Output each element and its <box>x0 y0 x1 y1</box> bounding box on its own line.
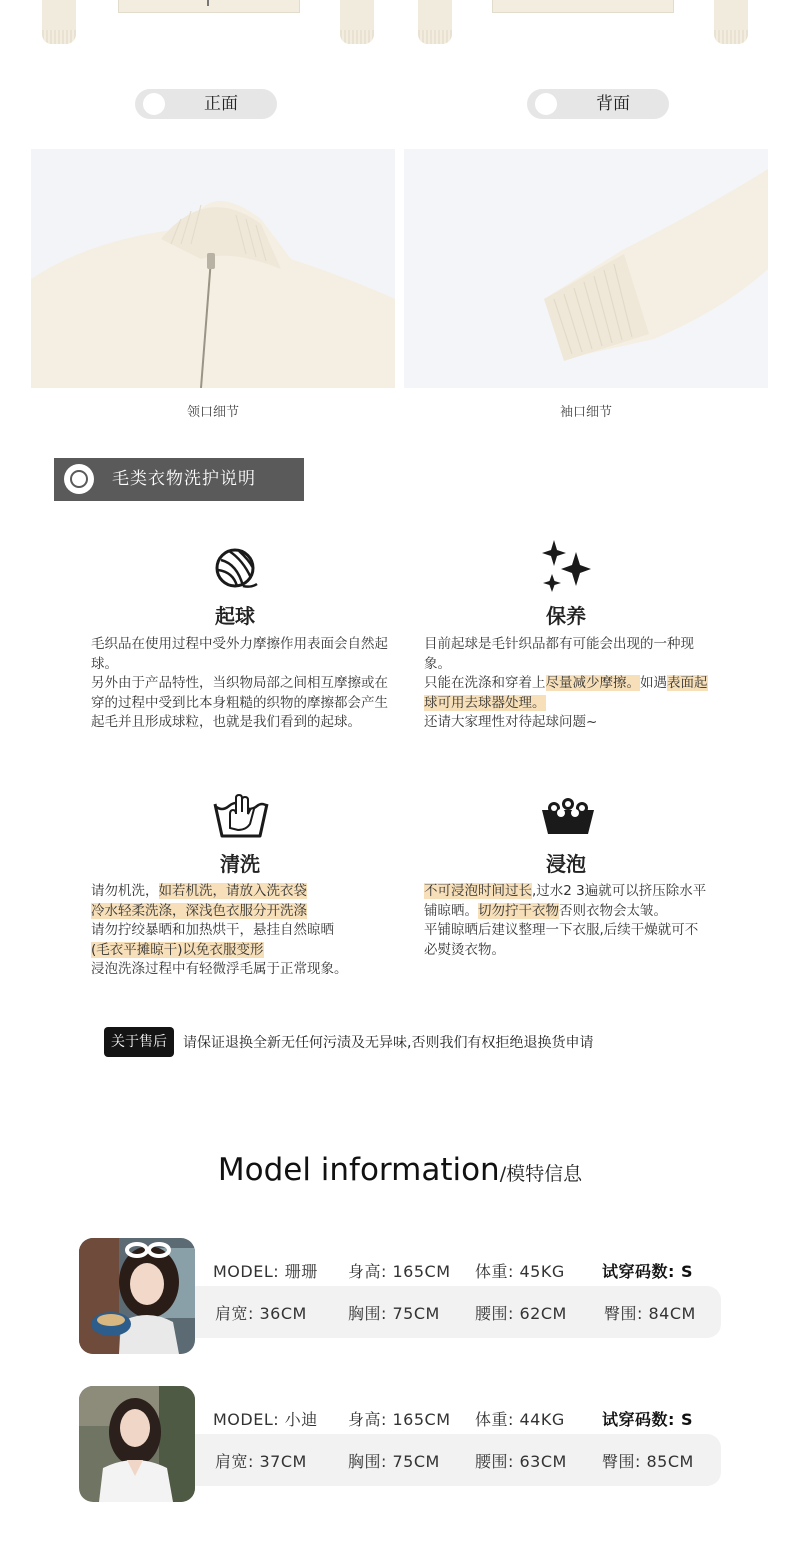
maintenance-title: 保养 <box>546 604 586 628</box>
model-photo-xiaodi <box>79 1386 195 1502</box>
after-sales-tag: 关于售后 <box>104 1027 174 1057</box>
model-info-heading: Model information/模特信息 <box>217 1152 583 1188</box>
model-shoulder: 肩宽: 37CM <box>215 1452 307 1471</box>
model-name: MODEL: 小迪 <box>213 1410 318 1429</box>
front-view-label: 正面 <box>135 89 277 119</box>
back-view-label: 背面 <box>527 89 669 119</box>
care-instructions-header: 毛类衣物洗护说明 <box>54 458 304 501</box>
collar-detail-caption: 领口细节 <box>186 405 239 420</box>
circle-icon <box>535 93 557 115</box>
hand-wash-icon <box>212 792 270 844</box>
soaking-basin-icon <box>540 798 596 840</box>
model-weight: 体重: 45KG <box>475 1262 565 1281</box>
washing-title: 清洗 <box>220 852 260 876</box>
soaking-title: 浸泡 <box>546 852 586 876</box>
model-name: MODEL: 珊珊 <box>213 1262 318 1281</box>
model-waist: 腰围: 62CM <box>475 1304 567 1323</box>
circle-icon <box>143 93 165 115</box>
pilling-text: 毛织品在使用过程中受外力摩擦作用表面会自然起球。 另外由于产品特性，当织物局部之间相互摩擦或在穿的过程中受到比本身粗糙的织物的摩擦都会产生起毛并且形成球粒，也就是我们看到的起球。 <box>91 636 388 730</box>
model-chest: 胸围: 75CM <box>348 1452 440 1471</box>
model-hip: 臀围: 85CM <box>602 1452 694 1471</box>
wool-care-icon <box>64 464 94 494</box>
soaking-text: 不可浸泡时间过长,过水2 3遍就可以挤压除水平铺晾晒。切勿拧干衣物否则衣物会太皱。 平铺晾晒后建议整理一下衣服,后续干燥就可不必熨烫衣物。 <box>424 883 707 958</box>
model-height: 身高: 165CM <box>348 1262 451 1281</box>
model-hip: 臀围: 84CM <box>604 1304 696 1323</box>
front-sweater-image <box>0 0 400 46</box>
washing-text: 请勿机洗，如若机洗，请放入洗衣袋 冷水轻柔洗涤，深浅色衣服分开洗涤 请勿拧绞暴晒和加热烘干，悬挂自然晾晒 (毛衣平摊晾干)以免衣服变形 浸泡洗涤过程中有轻微浮毛属于正常现象。 <box>91 883 348 977</box>
back-sweater-image <box>400 0 800 46</box>
pilling-title: 起球 <box>215 604 255 628</box>
after-sales-text: 请保证退换全新无任何污渍及无异味,否则我们有权拒绝退换货申请 <box>183 1035 594 1051</box>
model-waist: 腰围: 63CM <box>475 1452 567 1471</box>
model-chest: 胸围: 75CM <box>348 1304 440 1323</box>
model-weight: 体重: 44KG <box>475 1410 565 1429</box>
collar-detail-photo <box>31 149 395 388</box>
model-size: 试穿码数: S <box>602 1410 693 1429</box>
cuff-detail-photo <box>404 149 768 388</box>
maintenance-text: 目前起球是毛针织品都有可能会出现的一种现象。 只能在洗涤和穿着上尽量减少摩擦。如遇表面起球可用去球器处理。 还请大家理性对待起球问题~ <box>424 636 708 730</box>
yarn-ball-icon <box>213 546 259 594</box>
model-height: 身高: 165CM <box>348 1410 451 1429</box>
sparkle-icon <box>540 538 592 596</box>
model-shoulder: 肩宽: 36CM <box>215 1304 307 1323</box>
cuff-detail-caption: 袖口细节 <box>559 405 612 420</box>
model-photo-shanshan <box>79 1238 195 1354</box>
model-size: 试穿码数: S <box>602 1262 693 1281</box>
